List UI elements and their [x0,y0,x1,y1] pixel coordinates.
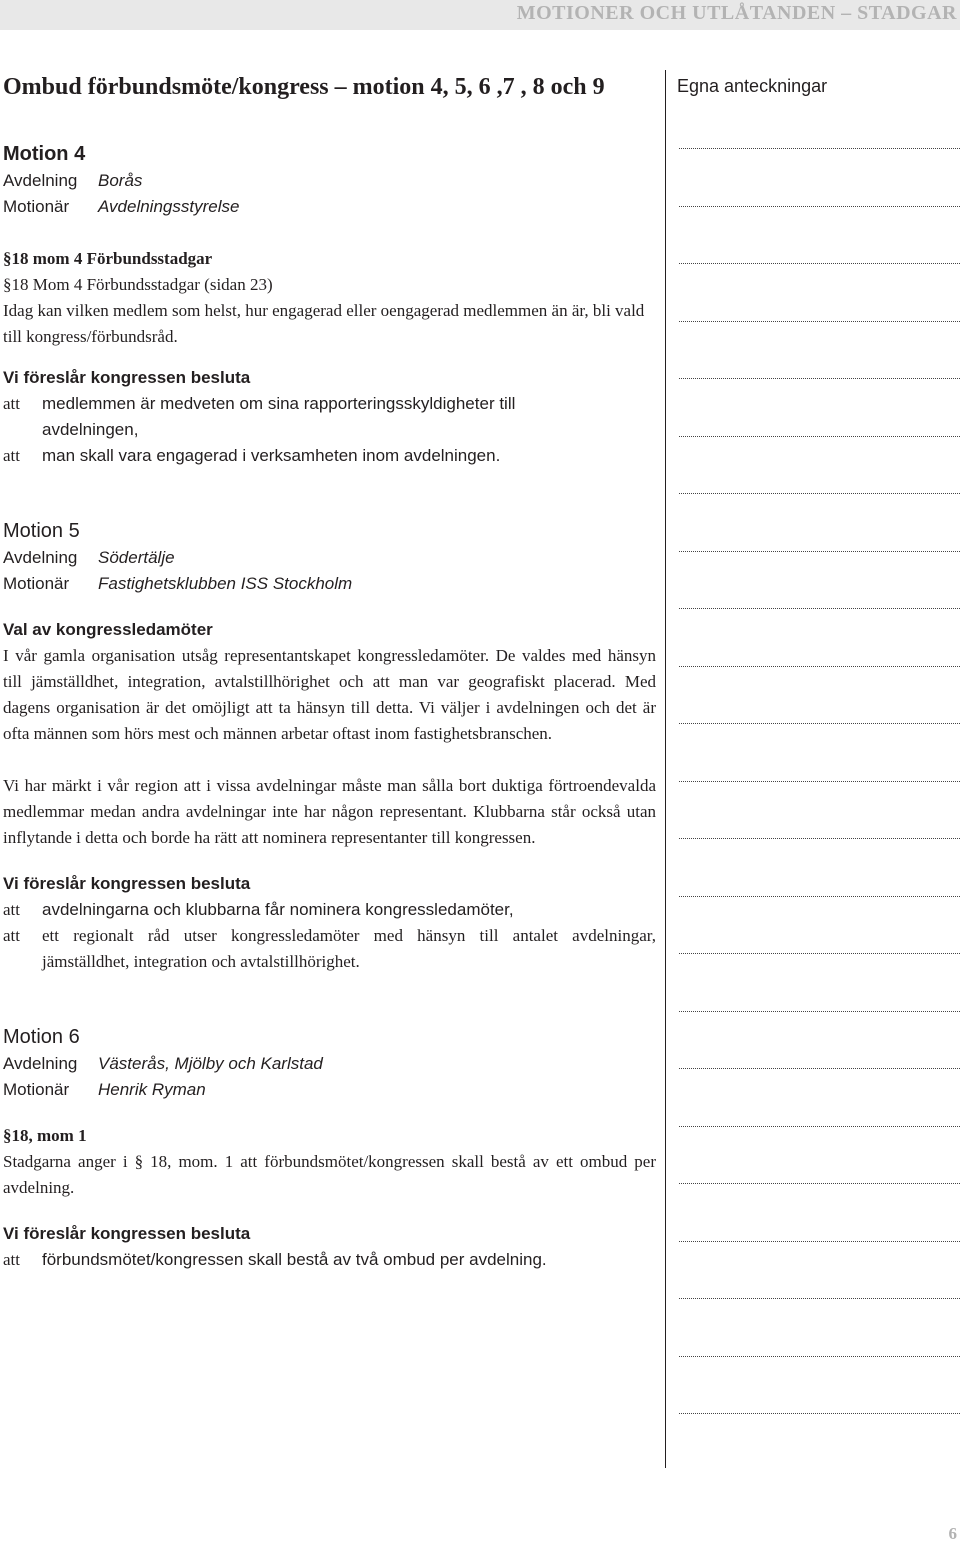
note-line [679,321,960,322]
motion-4 [3,140,656,469]
note-line [679,1183,960,1184]
motionar-value: Avdelningsstyrelse [98,197,240,216]
avdelning-row [3,1051,656,1077]
att-text: förbundsmötet/kongressen skall bestå av två ombud per avdelning. [42,1250,547,1269]
spacer [3,747,656,773]
section-heading: Val av kongressledamöter [3,620,213,639]
note-line [679,1241,960,1242]
att-clause [3,443,656,469]
note-line [679,953,960,954]
note-line [679,263,960,264]
spacer [3,851,656,871]
motionar-value: Fastighetsklubben ISS Stockholm [98,574,353,593]
att-label: att [3,926,20,945]
att-label: att [3,1250,20,1269]
note-line [679,148,960,149]
note-line [679,781,960,782]
note-line [679,493,960,494]
att-clause [3,897,656,923]
spacer [3,469,656,517]
motionar-value: Henrik Ryman [98,1080,206,1099]
running-head-text: MOTIONER OCH UTLÅTANDEN – STADGAR [516,2,957,24]
note-line [679,551,960,552]
motionar-label: Motionär [3,574,70,593]
avdelning-value: Västerås, Mjölby och Karlstad [98,1054,323,1073]
att-clause [3,1247,656,1273]
avdelning-row [3,545,656,571]
spacer [3,1103,656,1123]
body-paragraph: Idag kan vilken medlem som helst, hur engagerad eller oengagerad medlemmen än är, bli vald till kongress/förbundsråd. [3,301,645,346]
att-label: att [3,394,20,413]
att-text: avdelningarna och klubbarna får nominera kongressledamöter, [42,900,514,919]
note-line [679,378,960,379]
avdelning-label: Avdelning [3,548,78,567]
column-divider [665,70,666,1468]
att-text: man skall vara engagerad i verksamheten inom avdelningen. [42,446,501,465]
avdelning-label: Avdelning [3,171,78,190]
spacer [3,975,656,1023]
note-line [679,1413,960,1414]
page-number: 6 [948,1524,957,1543]
motionar-row [3,1077,656,1103]
motion-title: Motion 5 [3,520,80,542]
note-line [679,1011,960,1012]
motions-column [3,140,656,1273]
note-line [679,723,960,724]
notes-column-title: Egna anteckningar [677,76,828,96]
spacer [3,220,656,246]
page-title: Ombud förbundsmöte/kongress – motion 4, 5, 6 ,7 , 8 och 9 [3,74,605,100]
proposal-heading: Vi föreslår kongressen besluta [3,368,251,387]
body-paragraph: I vår gamla organisation utsåg representantskapet kongressledamöter. De valdes med hänsyn till jämställdhet, integration, avtalstillhörighet och att man var geografiskt placerad. Med dagens organisation är det omöjligt att ta hänsyn till detta. Vi väljer i avdelningen och det är ofta männen som hörs mest och männen arbetar oftast inom fastighetsbranschen. [3,646,656,743]
motion-5 [3,517,656,975]
motionar-row [3,194,656,220]
note-line [679,436,960,437]
motionar-label: Motionär [3,1080,70,1099]
att-label: att [3,446,20,465]
att-clause [3,923,656,975]
spacer [3,350,656,365]
spacer [3,1201,656,1221]
body-paragraph: Stadgarna anger i § 18, mom. 1 att förbundsmötet/kongressen skall bestå av ett ombud per avdelning. [3,1152,656,1197]
spacer [3,597,656,617]
note-line [679,1356,960,1357]
att-label: att [3,900,20,919]
note-line [679,838,960,839]
body-paragraph: Vi har märkt i vår region att i vissa avdelningar måste man sålla bort duktiga förtroendevalda medlemmar medan andra avdelningar inte har någon representant. Klubbarna står också utan inflytande i detta och borde ha rätt att nominera representanter till kongressen. [3,776,656,847]
proposal-heading: Vi föreslår kongressen besluta [3,1224,251,1243]
motion-6 [3,1023,656,1273]
avdelning-value: Borås [98,171,143,190]
avdelning-row [3,168,656,194]
att-clause [3,391,656,443]
note-line [679,206,960,207]
att-text: medlemmen är medveten om sina rapporteringsskyldigheter till avdelningen, [42,394,516,439]
motionar-row [3,571,656,597]
avdelning-value: Södertälje [98,548,175,567]
note-line [679,896,960,897]
note-line [679,1298,960,1299]
motion-title: Motion 6 [3,1026,80,1048]
section-heading: §18, mom 1 [3,1126,87,1145]
note-line [679,1126,960,1127]
avdelning-label: Avdelning [3,1054,78,1073]
body-paragraph: §18 Mom 4 Förbundsstadgar (sidan 23) [3,275,273,294]
motionar-label: Motionär [3,197,70,216]
proposal-heading: Vi föreslår kongressen besluta [3,874,251,893]
att-text: ett regionalt råd utser kongressledamöter med hänsyn till antalet avdelningar, jämställdhet, integration och avtalstillhörighet. [42,926,656,971]
motion-title: Motion 4 [3,143,86,165]
section-heading: §18 mom 4 Förbundsstadgar [3,249,213,268]
note-line [679,666,960,667]
note-line [679,1068,960,1069]
running-head [0,0,960,30]
note-line [679,608,960,609]
